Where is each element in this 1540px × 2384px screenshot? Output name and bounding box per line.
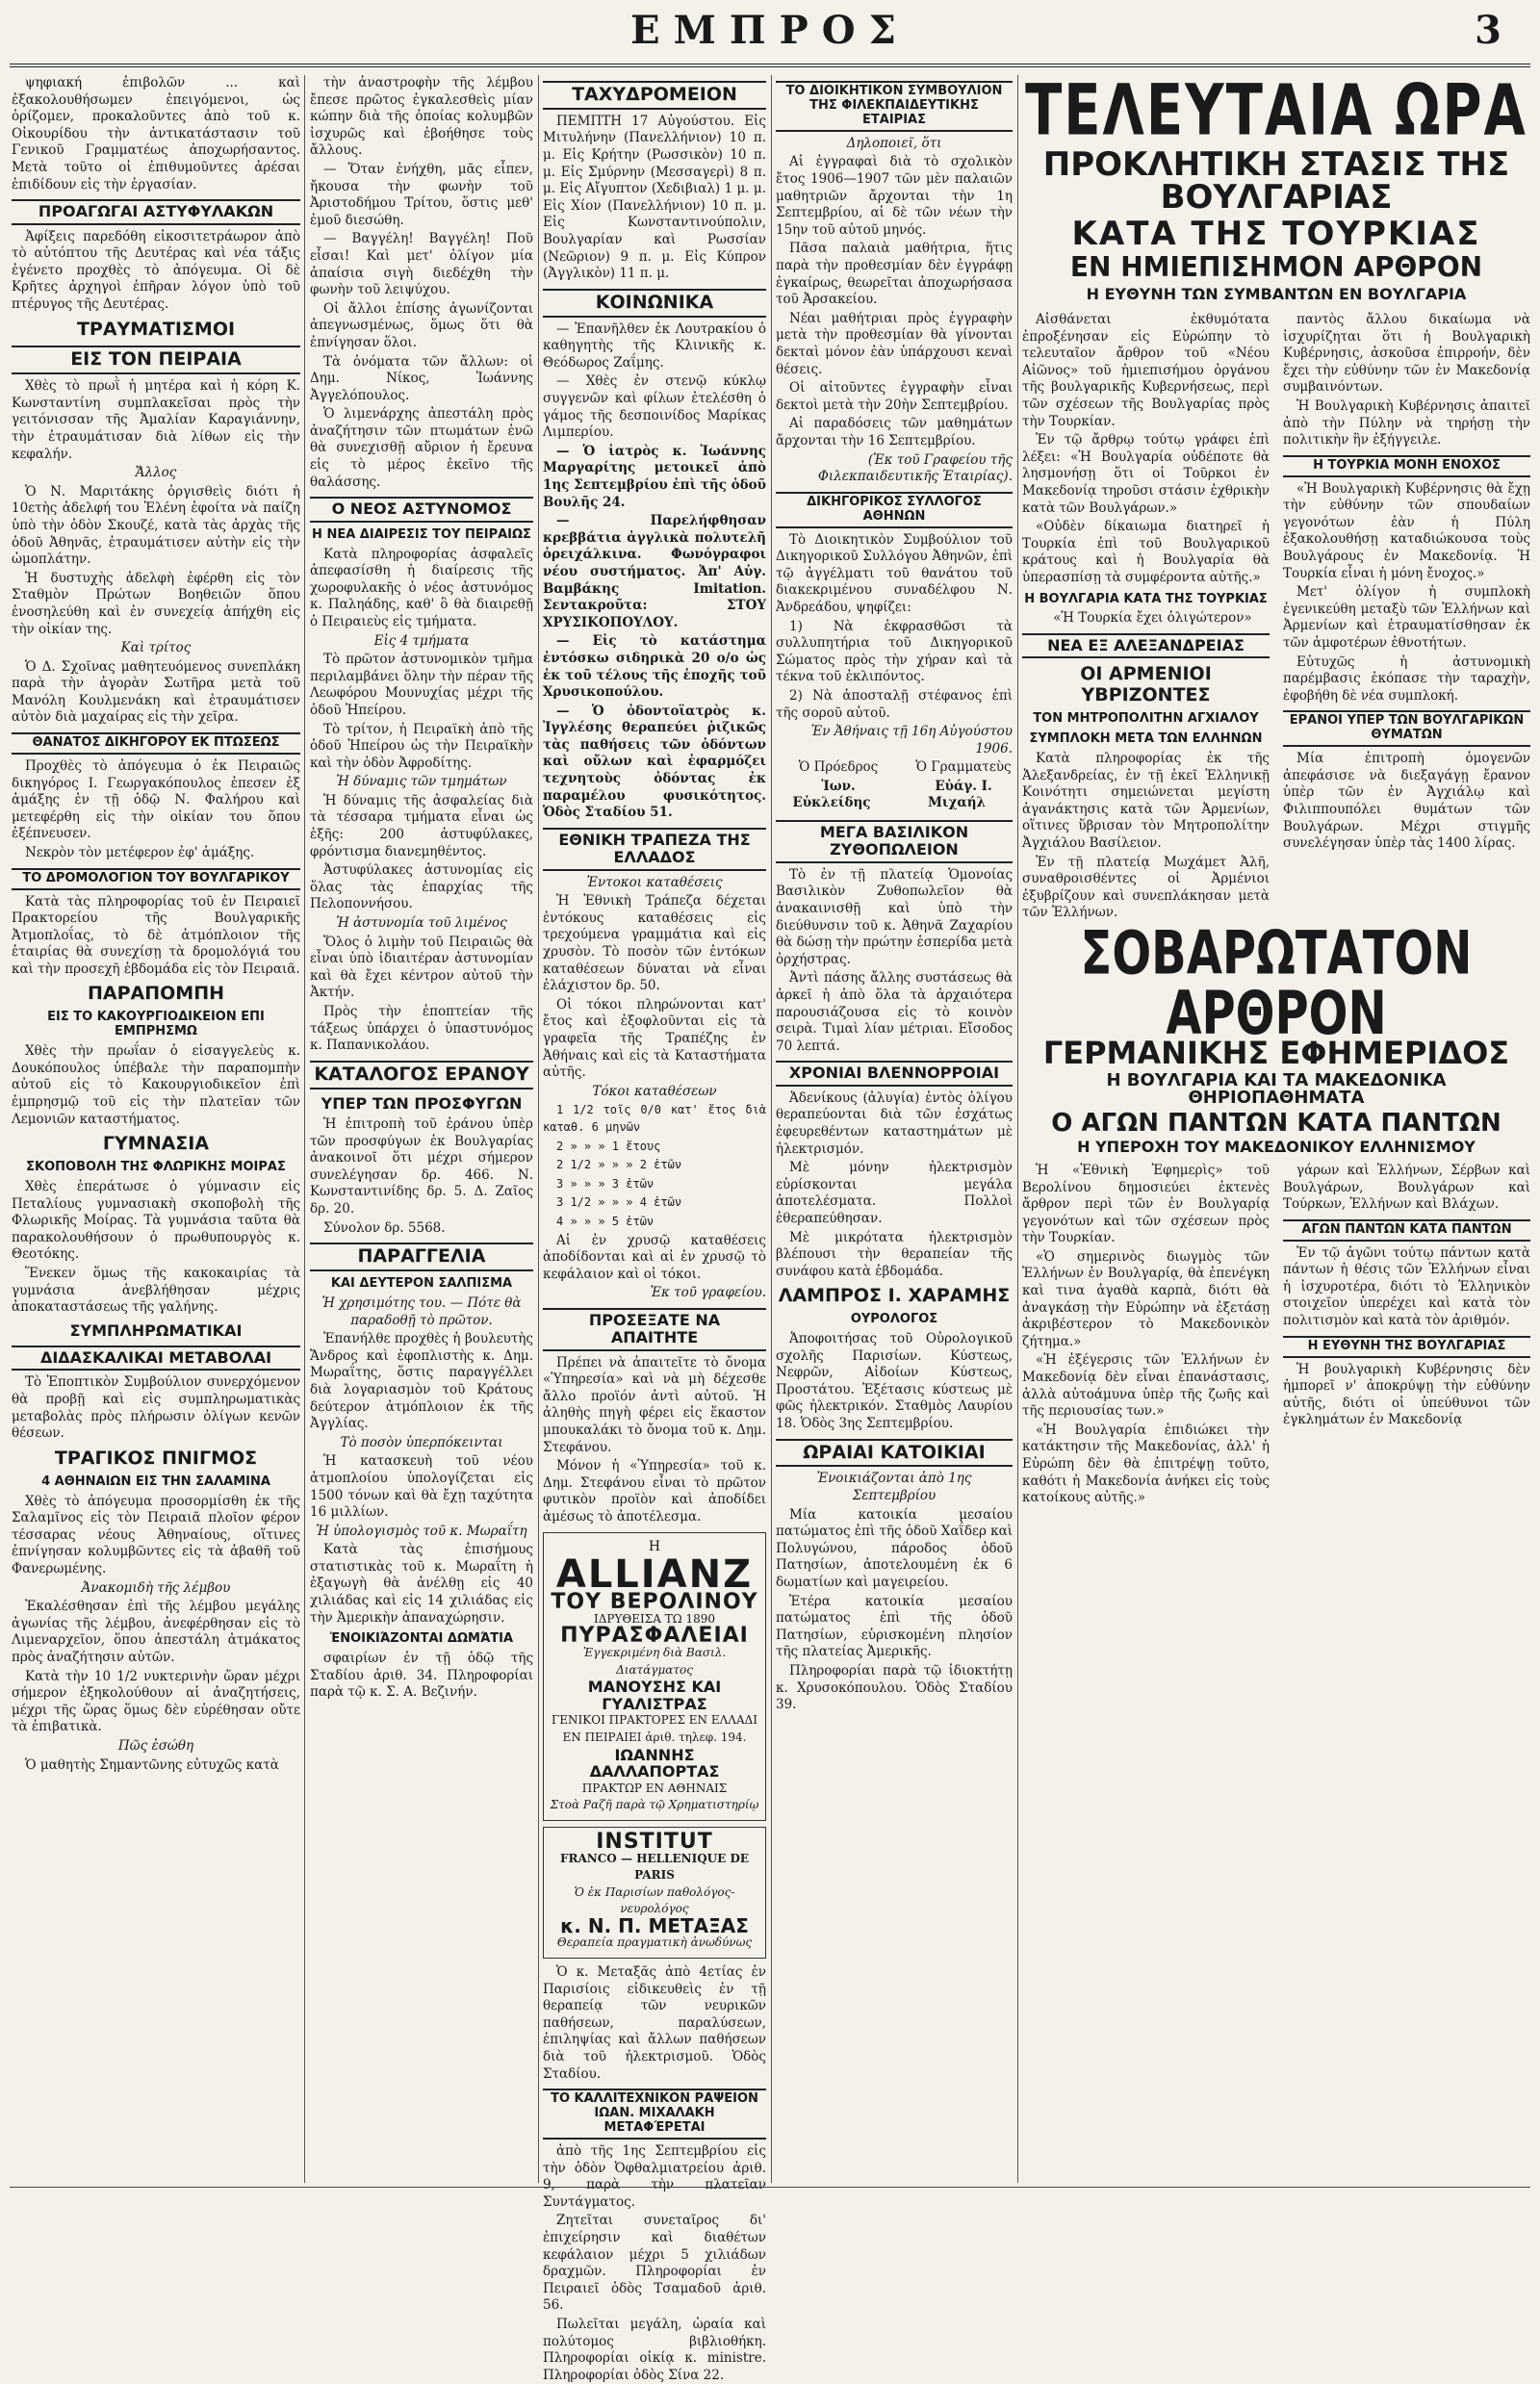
headline-german-paper: ΓΕΡΜΑΝΙΚΗΣ ΕΦΗΜΕΡΙΔΟΣ [1042,1034,1510,1071]
headline-gym: ΓΥΜΝΑΣΙΑ [102,1133,210,1155]
article-paragraph: Τὸ Ἐποπτικὸν Συμβούλιον συνερχόμενον θὰ προβῇ καὶ εἰς συμπληρωματικὰς μεταβολὰς πρὸς πλήρωσιν ὀλίγων κενῶν θέσεων. [12,1374,300,1442]
rate-row: 2 » » » 1 ἔτους [556,1139,661,1153]
headline-doctor-sub: ΟΥΡΟΛΟΓΟΣ [850,1312,938,1327]
article-paragraph: ΠΕΜΠΤΗ 17 Αὐγούστου. Εἰς Μιτυλήνην (Πανελλήνιον) 10 π. μ. Εἰς Κρήτην (Ρωσσικὸν) 10 π. μ. Εἰς Σμύρνην (Μεσσαγερὶ) 8 π. μ. Εἰς Αἴγυπτον (Χεδιβιαλ) 1 μ. μ. Εἰς Χίον (Πανελλήνιον) 10 π. μ. Εἰς Κωνσταντινούπολιν, Βουλγαρίαν καὶ Ρωσσίαν (Νεῶριον) 9 π. μ. Εἰς Κύπρον (Ἀγγλικὸν) 11 π. μ. [543,113,766,282]
headline-struggle-2: ΑΓΩΝ ΠΑΝΤΩΝ ΚΑΤΑ ΠΑΝΤΩΝ [1283,1219,1530,1242]
page-header [0,0,1540,67]
article-paragraph: Ἡ Ἐθνικὴ Τράπεζα δέχεται ἐντόκους καταθέσεις εἰς τρεχούμενα γραμμάτια καὶ εἰς χρυσὸν. Τὸ ποσὸν τῶν ἐντόκων καταθέσεων δύναται νὰ εἶναι ἐλάχιστον δρ. 50. [543,893,766,994]
headline-armenians: ΟΙ ΑΡΜΕΝΙΟΙ ΥΒΡΙΖΟΝΤΕΣ [1080,663,1212,706]
ad-line: ΜΑΝΟΥΣΗΣ ΚΑΙ ΓΥΑΛΙΣΤΡΑΣ [587,1678,722,1713]
article-paragraph: Ἡ δυστυχὴς ἀδελφὴ ἐφέρθη εἰς τὸν Σταθμὸν Πρώτων Βοηθειῶν ὅπου ἐνοσηλεύθη καὶ ἐν συνεχείᾳ ἀπήχθη εἰς τὴν οἰκίαν της. [12,570,300,637]
article-paragraph: «Ἡ ἐξέγερσις τῶν Ἑλλήνων ἐν Μακεδονίᾳ δὲν εἶναι ἐπανάστασις, ἀλλὰ αὐτοάμυνα ὑπὲρ τῆς ζωῆς καὶ τῆς περιουσίας των.» [1022,1352,1270,1420]
article-paragraph: Τὸ πρῶτον ἀστυνομικὸν τμῆμα περιλαμβάνει ὅλην τὴν πέραν τῆς Λεωφόρου Μουνυχίας μέχρι τῆς ὁδοῦ Ἠπείρου. [310,652,533,718]
article-paragraph: Ἐν τῷ ἀγῶνι τούτῳ πάντων κατὰ πάντων ἡ θέσις τῶν Ἑλλήνων εἶναι ἡ ἰσχυροτέρα, διότι τὸ Ἑλληνικὸν στοιχεῖον ὑπερέχει καὶ κατὰ τὸν πολιτισμὸν καὶ κατὰ τὸν ἀριθμόν. [1283,1244,1530,1329]
ad-brand: ALLIANZ [555,1552,754,1598]
article-paragraph: ψηφιακή ἐπιβολῶν ... καὶ ἐξακολουθήσωμεν ἐπειγόμενοι, ὡς ὁρίζομεν, προκαλοῦντες ἀπὸ τοῦ κ. Οἰκουρίδου τὴν ἀντικατάστασιν τοῦ Γενικοῦ Γραμματέως ἀποχωρήσαντος. Μετὰ τοῦτο οἱ ἐπιθυμοῦντες ἀρέσαι ἐπιδίδουν εἰς τὴν ἐργασίαν. [12,75,300,192]
headline-against-turkey: ΚΑΤΑ ΤΗΣ ΤΟΥΡΚΙΑΣ [1071,215,1481,253]
article-paragraph: Νεκρὸν τὸν μετέφερον ἐφ' ἁμάξης. [25,844,255,860]
column-divider [1017,75,1018,2183]
subheading: Ἐντοκοι καταθέσεις [586,874,723,890]
ad-line: Ἐγγεκριμένη διὰ Βασιλ. Διατάγματος [582,1645,727,1677]
headline-tragic-sub: 4 ΑΘΗΝΑΙΩΝ ΕΙΣ ΤΗΝ ΣΑΛΑΜΙΝΑ [41,1474,270,1489]
subheading: Καὶ τρίτος [120,640,192,656]
article-paragraph: Ἑτέρα κατοικία μεσαίου πατώματος ἐπὶ τῆς ὁδοῦ Πατησίων, εὑρισκομένη πλησίον τῆς πλατείας Ἀμερικῆς. [776,1593,1013,1660]
article-paragraph: Μὲ μόνην ἠλεκτρισμὸν εὑρίσκονται μεγάλα ἀποτελέσματα. Πολλοὶ ἐθεραπεύθησαν. [776,1160,1013,1226]
headline-semi-official: ΕΝ ΗΜΙΕΠΙΣΗΜΟΝ ΑΡΘΡΟΝ [1069,251,1483,283]
headline-tragic: ΤΡΑΓΙΚΟΣ ΠΝΙΓΜΟΣ [54,1447,258,1469]
headline-semi-official-sub: Η ΕΥΘΥΝΗ ΤΩΝ ΣΥΜΒΑΝΤΩΝ ΕΝ ΒΟΥΛΓΑΡΙΑ [1086,285,1467,303]
article-paragraph: — Ὅταν ἐνήχθη, μᾶς εἶπεν, ἤκουσα τὴν φωνὴν τοῦ Ἀριστοδήμου Τρίτου, ὅστις μεθ' ἐμοῦ διεσώθη. [310,161,533,228]
article-paragraph: Αἱ ἐν χρυσῷ καταθέσεις ἀποδίδονται καὶ αἱ ἐν χρυσῷ τὸ κεφάλαιον καὶ οἱ τόκοι. [543,1232,766,1282]
page-number: 3 [1475,8,1502,53]
headline-struggle: Ο ΑΓΩΝ ΠΑΝΤΩΝ ΚΑΤΑ ΠΑΝΤΩΝ [1051,1108,1502,1138]
column-5 [1022,70,1530,2183]
headline-teachers: ΣΥΜΠΛΗΡΩΜΑΤΙΚΑΙ [69,1320,243,1340]
article-paragraph: 1) Νὰ ἐκφρασθῶσι τὰ συλλυπητήρια τοῦ Δικηγορικοῦ Σώματος πρὸς τὴν χήραν καὶ τὰ τέκνα τοῦ ἐκλιπόντος. [776,618,1013,685]
article-paragraph: Ἐν τῇ πλατείᾳ Μωχάμετ Ἀλῆ, συναθροισθέντες οἱ Ἀρμένιοι ἐξυβρίζουν καὶ συνεπλάκησαν μετὰ τῶν Ἑλλήνων. [1022,854,1270,921]
subheading: Δηλοποιεῖ, ὅτι [846,135,942,151]
article-paragraph: Ἐν τῷ ἄρθρῳ τούτῳ γράφει ἐπὶ λέξει: «Ἡ Βουλγαρία οὐδέποτε θὰ λησμονήσῃ ὅτι οἱ Τοῦρκοι ἐν Μακεδονίᾳ τηροῦσι στάσιν ἐχθρικὴν κατὰ τῶν Βουλγάρων.» [1022,432,1270,516]
article-paragraph: Πληροφορίαι παρὰ τῷ ἰδιοκτήτῃ κ. Χρυσοκόπουλου. Ὁδὸς Σταδίου 39. [776,1663,1013,1713]
article-paragraph: Πρὸς τὴν ἐποπτείαν τῆς τάξεως ὑπάρχει ὁ ὑπαστυνόμος κ. Παπανικολάου. [310,1004,533,1054]
headline-apartments: ΩΡΑΙΑΙ ΚΑΤΟΙΚΙΑΙ [776,1439,1013,1468]
column-2 [310,75,533,2183]
article-paragraph: Τὰ ὀνόματα τῶν ἄλλων: οἱ Δημ. Νίκος, Ἰωάννης Ἀγγελόπουλος. [310,353,533,403]
article-paragraph: Νέαι μαθήτριαι πρὸς ἐγγραφὴν μετὰ τὴν προθεσμίαν θὰ γίνονται δεκταὶ μόνον ἐὰν ὑπάρχουσι κεναὶ θέσεις. [776,310,1013,377]
article-paragraph: Οἱ ἄλλοι ἐπίσης ἀγωνίζονται ἀπεγνωσμένως, ὅμως ὅτι θὰ ἐπνίγησαν ὅλοι. [310,300,533,350]
headline-complaint-sub: ΕΙΣ ΤΟ ΚΑΚΟΥΡΓΙΟΔΙΚΕΙΟΝ ΕΠΙ ΕΜΠΡΗΣΜΩ [47,1010,265,1039]
article-paragraph: Ἀδενίκους (ἀλυγία) ἐντὸς ὀλίγου θεραπεύονται διὰ τῶν ἐσχάτως ἐφευρεθέντων καταστημάτων μὲ ἠλεκτρισμόν. [776,1089,1013,1157]
article-paragraph: Ἀφίξεις παρεδόθη εἰκοσιτετράωρον ἀπὸ τὸ αὐτόπτου τῆς Δευτέρας καὶ νέα τάξις ἐγένετο προχθὲς τὸ ἀπόγευμα. Οἱ δὲ Κρῆτες ἀρχηγοὶ ἐπῆραν λόγον ὑπὸ τοῦ πτέρυγος τῆς Δευτέρας. [12,228,300,312]
headline-bank: ΕΘΝΙΚΗ ΤΡΑΠΕΖΑ ΤΗΣ ΕΛΛΑΔΟΣ [543,828,766,871]
ad-line: Θεραπεία πραγματικὴ ἀνωδύνως [556,1935,753,1950]
headline-order-sub: ΚΑΙ ΔΕΥΤΕΡΟΝ ΣΑΛΠΙΣΜΑ [330,1276,513,1292]
article-paragraph: Ἐκαλέσθησαν ἐπὶ τῆς λέμβου μεγάλης ἀγωνίας τῆς λέμβου, ἀνεφέρθησαν εἰς τὸ Λιμεναρχεῖον, ὅπου ἀπεστάλη ἀτμάκατος πρὸς ἀναζήτησιν αὐτῶν. [12,1599,300,1665]
subheading: Ἡ δύναμις τῶν τμημάτων [336,774,507,790]
headline-complaint: ΠΑΡΑΠΟΜΠΗ [88,983,224,1005]
subheading: Εἰς 4 τμήματα [373,632,470,649]
rate-row: 1 1/2 τοῖς 0/0 κατ' ἔτος διὰ καταθ. 6 μηνῶν [543,1103,766,1134]
subheading: Ἄλλος [135,465,177,481]
column-divider [304,75,305,2183]
headline-armenians-2: ΤΟΝ ΜΗΤΡΟΠΟΛΙΤΗΝ ΑΓΧΙΑΛΟΥ [1033,711,1259,727]
headline-death: ΘΑΝΑΤΟΣ ΔΙΚΗΓΟΡΟΥ ΕΚ ΠΤΩΣΕΩΣ [12,732,300,755]
article-paragraph: Τὸ Διοικητικὸν Συμβούλιον τοῦ Δικηγορικοῦ Συλλόγου Ἀθηνῶν, ἐπὶ τῷ ἀγγέλματι τοῦ θανάτου τοῦ διακεκριμένου συναδέλφου Ν. Ἀνδρεάδου, ψηφίζει: [776,531,1013,615]
headline-lawyers: ΔΙΚΗΓΟΡΙΚΟΣ ΣΥΛΛΟΓΟΣ ΑΘΗΝΩΝ [776,492,1013,528]
article-paragraph: Κατὰ πληροφορίας ἀσφαλεῖς ἀπεφασίσθη ἡ διαίρεσις τῆς χωροφυλακῆς ὁ νέος ἀστυνόμος κ. Παληάδης, καθ' ὃ θὰ διαιρεθῇ ὁ Πειραιεὺς εἰς τμήματα. [310,546,533,629]
article-paragraph: παντὸς ἄλλου δικαίωμα νὰ ἰσχυρίζηται ὅτι ἡ Βουλγαρικὴ Κυβέρνησις, ἀσκοῦσα ἐπιρροήν, δὲν ἔχει τὴν εὐθύνην τῶν ἐν Μακεδονίᾳ συμβαινόντων. [1283,312,1530,396]
headline-duty: ΠΡΟΣΕΞΑΤΕ ΝΑ ΑΠΑΙΤΗΤΕ [543,1308,766,1351]
ad-line: ΠΥΡΑΣΦΑΛΕΙΑΙ [560,1624,749,1649]
subheading: Ἐνοικιάζονται ἀπὸ 1ης Σεπτεμβρίου [816,1471,972,1504]
article-paragraph: Τὸ ἐν τῇ πλατείᾳ Ὁμονοίας Βασιλικὸν Ζυθοπωλεῖον θὰ ἀνακαινισθῇ καὶ ὑπὸ τὴν διεύθυνσιν τοῦ κ. Ἀθηνᾶ Ζαχαρίου θὰ δώσῃ τὴν πρώτην ἑσπερίδα μετὰ ὀρχήστρας. [776,866,1013,967]
signature: Ἐκ τοῦ γραφείου. [650,1285,766,1301]
ad-line: FRANCO — HELLENIQUE DE PARIS [559,1851,749,1883]
headline-struggle-sub: Η ΥΠΕΡΟΧΗ ΤΟΥ ΜΑΚΕΔΟΝΙΚΟΥ ΕΛΛΗΝΙΣΜΟΥ [1077,1137,1476,1156]
signature: (Ἐκ τοῦ Γραφείου τῆς Φιλεκπαιδευτικῆς Ἑταιρίας). [817,451,1013,485]
article-paragraph: Πωλεῖται μεγάλη, ὡραία καὶ πολύτομος βιβλιοθήκη. Πληροφορίαι οἰκίᾳ κ. ministre. Πληροφορίαι ὁδὸς Σίνα 22. [543,2316,766,2383]
footer-rule [10,2187,1530,2188]
article-paragraph: Ἀντὶ πάσης ἄλλης συστάσεως θὰ ἀρκεῖ ἡ ἀπὸ ὅλα τὰ ἀρχαιότερα παρουσιάζουσα εἰς τὸ κοινὸν σειρὰ. Τιμαὶ λίαν μέτριαι. Εἴσοδος 70 λεπτά. [776,970,1013,1054]
ad-line: Στοὰ Ραζῆ παρὰ τῷ Χρηματιστηρίῳ [550,1798,759,1812]
signature-title: Ὁ Πρόεδρος [798,759,879,776]
article-paragraph: Εὐτυχῶς ἡ ἀστυνομικὴ παρέμβασις ἐκόπασε τὴν ταραχὴν, ἐφοβήθη δὲ νέα συμπλοκή. [1283,654,1530,704]
article-paragraph: — Χθὲς ἐν στενῷ κύκλῳ συγγενῶν καὶ φίλων ἐτελέσθη ὁ γάμος τῆς δεσποινίδος Μαρίκας Λιμπερίου. [543,373,766,441]
ad-line: Η [648,1538,661,1554]
article-paragraph: Κατὰ τὴν 10 1/2 νυκτερινὴν ὥραν μέχρι σήμερον ἐξηκολούθουν αἱ ἀναζητήσεις, μέχρι τῆς ὥρας ὅμως δὲν εὑρέθησαν οὔτε τὰ ἐπιβατικὰ. [12,1668,300,1735]
subheading: Ἀνακομιδὴ τῆς λέμβου [81,1579,231,1596]
column-4 [776,75,1013,2183]
headline-port: Ο ΝΕΟΣ ΑΣΤΥΝΟΜΟΣ [310,497,533,522]
ad-line: ΙΩΑΝΝΗΣ ΔΑΛΛΑΠΟΡΤΑΣ [589,1745,720,1782]
column-divider [538,75,539,2183]
article-paragraph: Μία ἐπιτροπὴ ὁμογενῶν ἀπεφάσισε νὰ διεξαγάγῃ ἔρανον ὑπὲρ τῶν ἐν Ἀγχιάλῳ καὶ Φιλιππουπόλει θυμάτων τῶν Βουλγάρων. Μέχρι στιγμῆς συνελέγησαν ὑπὲρ τὰς 1400 λίρας. [1283,751,1530,852]
article-paragraph: Ἡ «Ἐθνικὴ Ἐφημερὶς» τοῦ Βερολίνου δημοσιεύει ἐκτενὲς ἄρθρον περὶ τῶν ἐν Βουλγαρίᾳ γεγονότων καὶ τῶν σχέσεων πρὸς τὴν Τουρκίαν. [1022,1162,1270,1246]
article-paragraph: Αἱ ἐγγραφαὶ διὰ τὸ σχολικὸν ἔτος 1906—1907 τῶν μὲν παλαιῶν μαθητριῶν ἄρχονται τὴν 1η Σεπτεμβρίου, αἱ δὲ τῶν νέων τὴν 15ην τοῦ αὐτοῦ μηνός. [776,154,1013,238]
article-paragraph: — Ἐπανῆλθεν ἐκ Λουτρακίου ὁ καθηγητὴς τῆς Κλινικῆς κ. Θεόδωρος Ζαΐμης. [543,320,766,371]
rate-row: 3 » » » 3 ἐτῶν [556,1176,654,1191]
article-paragraph: Ζητεῖται συνεταῖρος δι' ἐπιχείρησιν καὶ διαθέτων κεφάλαιον μέχρι 5 χιλιάδων δραχμῶν. Πληροφορίαι ἐν Πειραιεῖ ὁδὸς Τσαμαδοῦ ἀριθ. 56. [543,2213,766,2314]
article-paragraph: Πᾶσα παλαιὰ μαθήτρια, ἥτις παρὰ τὴν προθεσμίαν δὲν ἐγγράφῃ ἐγκαίρως, θεωρεῖται ἀποχωρήσασα τοῦ Ἀρσακείου. [776,241,1013,308]
headline-blennorrhea: ΧΡΟΝΙΑΙ ΒΛΕΝΝΟΡΡΟΙΑΙ [776,1061,1013,1086]
ad-line: ΙΔΡΥΘΕΙΣΑ ΤΩ 1890 [593,1611,715,1626]
newspaper-masthead: ΕΜΠΡΟΣ [630,8,910,53]
article-paragraph: Χθὲς τὸ πρωῒ ἡ μητέρα καὶ ἡ κόρη Κ. Κωνσταντίνη συμπλακεῖσαι πρὸς τὴν γειτόνισσαν τῆς Ἀμαλίαν Καραγιάννην, τὴν ἐτραυμάτισαν διὰ λίθων εἰς τὴν κεφαλήν. [12,378,300,462]
two-column-article [1022,312,1530,924]
signature-title: Ὁ Γραμματεὺς [915,759,1012,776]
ad-line: Ὁ ἐκ Παρισίων παθολόγος-νευρολόγος [574,1884,735,1916]
subheading: Τόκοι καταθέσεων [592,1083,717,1099]
headline-protocol: ΤΟ ΔΡΟΜΟΛΟΓΙΟΝ ΤΟΥ ΒΟΥΛΓΑΡΙΚΟΥ [12,868,300,890]
subheading: Πῶς ἐσώθη [117,1737,194,1754]
article-paragraph: Σύνολον δρ. 5568. [323,1219,446,1236]
article-paragraph: Ἡ κατασκευὴ τοῦ νέου ἀτμοπλοίου ὑπολογίζεται εἰς 1500 τόνων καὶ θὰ ἔχῃ ταχύτητα 16 μιλλίων. [310,1453,533,1521]
headline-doctor: ΛΑΜΠΡΟΣ Ι. ΧΑΡΑΜΗΣ [778,1285,1011,1307]
headline-wounded-sub: ΕΙΣ ΤΟΝ ΠΕΙΡΑΙΑ [12,346,300,374]
article-paragraph: 2) Νὰ ἀποσταλῇ στέφανος ἐπὶ τῆς σοροῦ αὐτοῦ. [776,687,1013,721]
subheading: Τὸ ποσὸν ὑπερπόκεινται [340,1434,503,1450]
headline-teachers-sub: ΔΙΔΑΣΚΑΛΙΚΑΙ ΜΕΤΑΒΟΛΑΙ [12,1346,300,1371]
headline-billiards: ΜΕΓΑ ΒΑΣΙΛΙΚΟΝ ΖΥΘΟΠΩΛΕΙΟΝ [776,820,1013,863]
column-1 [12,75,300,2183]
headline-mail: ΤΑΧΥΔΡΟΜΕΙΟΝ [543,81,766,110]
headline-port-sub: Η ΝΕΑ ΔΙΑΙΡΕΣΙΣ ΤΟΥ ΠΕΙΡΑΙΩΣ [312,526,531,542]
quote-line: «Ἡ Τουρκία ἔχει ὀλιγώτερον» [1053,610,1252,627]
ad-line: ΓΕΝΙΚΟΙ ΠΡΑΚΤΟΡΕΣ ΕΝ ΕΛΛΑΔΙ [551,1713,758,1728]
article-paragraph: τὴν ἀναστροφὴν τῆς λέμβου ἔπεσε πρῶτος ἐγκαλεσθεὶς μίαν κώπην διὰ τῆς ὁποίας κολυμβῶν ἰσχυρῶς καὶ ἐβοήθησε τοὺς ἄλλους. [310,75,533,159]
subheading: Ἡ χρησιμότης του. — Πότε θὰ παραδοθῇ τὸ πρῶτον. [321,1295,522,1328]
article-paragraph: σφαιρίων ἐν τῇ ὁδῷ τῆς Σταδίου ἀριθ. 34. Πληροφορίαι παρὰ τῷ κ. Σ. Α. Βεζινήν. [310,1651,533,1701]
headline-responsibility: Η ΕΥΘΥΝΗ ΤΗΣ ΒΟΥΛΓΑΡΙΑΣ [1283,1336,1530,1358]
headline-last-hour: ΤΕΛΕΥΤΑΙΑ ΩΡΑ [1025,70,1527,152]
headline-wounded: ΤΡΑΥΜΑΤΙΣΜΟΙ [76,318,236,340]
article-paragraph: Ἡ ἐπιτροπὴ τοῦ ἐράνου ὑπὲρ τῶν προσφύγων ἐκ Βουλγαρίας ἀνακοινοῖ ὅτι μέχρι σήμερον συνελέγησαν δρ. 466. Ν. Κωνσταντινίδης δρ. 5. Δ. Ζαῖος δρ. 20. [310,1116,533,1217]
signatures-row [776,759,1013,814]
headline-turkey-guilty: Η ΤΟΥΡΚΙΑ ΜΟΝΗ ΕΝΟΧΟΣ [1283,455,1530,477]
article-paragraph: Χθὲς ἐπεράτωσε ὁ γύμνασιν εἰς Πεταλίους γυμνασιακὴ σκοποβολὴ τῆς Φλωρικῆς Μοίρας. Τὰ γυμνάσια ταῦτα θὰ παρακολουθήσουν ὁ πρωθυπουργὸς κ. Θεοτόκης. [12,1178,300,1263]
ad-line: ΕΝ ΠΕΙΡΑΙΕΙ ἀριθ. τηλεφ. 194. [562,1730,747,1744]
headline-german-sub: Η ΒΟΥΛΓΑΡΙΑ ΚΑΙ ΤΑ ΜΑΚΕΔΟΝΙΚΑ ΘΗΡΙΟΠΑΘΗΜΑΤΑ [1106,1069,1447,1108]
article-paragraph: «Ἡ Βουλγαρικὴ Κυβέρνησις θὰ ἔχῃ τὴν εὐθύνην τῶν σπουδαίων γεγονότων ἐὰν ἡ Πύλη ἐξακολουθήσῃ καταδιώκουσα τοὺς Βουλγάρους ἐν Μακεδονίᾳ. Ἡ Τουρκία εἶναι ἡ μόνη ἔνοχος.» [1283,480,1530,581]
rate-row: 4 » » » 5 ἐτῶν [556,1214,654,1228]
classified-heading: ἘΝΟΙΚΙΆΖΟΝΤΑΙ ΔΩΜΆΤΙΑ [329,1631,514,1647]
article-paragraph: Κατὰ πληροφορίας ἐκ τῆς Ἀλεξανδρείας, ἐν τῇ ἐκεῖ Ἑλληνικῇ Κοινότητι σημειώνεται μεγίστη ἀγανάκτησις κατὰ τῶν Ἀρμενίων, οἵτινες ὕβρισαν τὸν Μητροπολίτην Ἀγχιάλου Βασίλειον. [1022,750,1270,851]
article-paragraph: Κατὰ τὰς πληροφορίας τοῦ ἐν Πειραιεῖ Πρακτορείου τῆς Βουλγαρικῆς Ἀτμοπλοΐας, τὸ δὲ ἀτμόπλοιον τῆς ἑταιρίας θὰ συνεχίσῃ τὰ δρομολόγιά του καὶ τὴν προσεχῆ ἑβδομάδα εἰς τὸν Πειραιᾶ. [12,893,300,977]
subheading: Ἡ ὑπολογισμὸς τοῦ κ. Μωραΐτη [316,1523,527,1539]
article-paragraph: «Οὐδὲν δίκαιωμα διατηρεῖ ἡ Τουρκία ἐπὶ τοῦ Βουλγαρικοῦ κράτους καὶ ἡ Βουλγαρία θὰ ὑπερασπίσῃ τὰ συμφέροντα αὐτῆς.» [1022,519,1270,585]
ad-line: ΠΡΑΚΤΩΡ ΕΝ ΑΘΗΝΑΙΣ [581,1781,728,1795]
article-paragraph: Αἰσθάνεται ἐκθυμότατα ἐπροξένησαν εἰς Εὐρώπην τὸ τελευταῖον ἄρθρον τοῦ «Νέου Αἰῶνος» τοῦ ἡμιεπισήμου ὀργάνου τῆς βουλγαρικῆς Κυβερνήσεως, περὶ τῶν σχέσεων τῆς Βουλγαρίας πρὸς τὴν Τουρκίαν. [1022,312,1270,429]
headline-social: ΚΟΙΝΩΝΙΚΑ [543,289,766,318]
headline-blame: Η ΒΟΥΛΓΑΡΙΑ ΚΑΤΑ ΤΗΣ ΤΟΥΡΚΙΑΣ [1024,591,1268,606]
header-rule [10,64,1530,67]
headline-serious-article: ΣΟΒΑΡΩΤΑΤΟΝ ΑΡΘΡΟΝ [1080,918,1473,1049]
article-paragraph: — Ὁ ἰατρὸς κ. Ἰωάννης Μαργαρίτης μετοικεῖ ἀπὸ 1ης Σεπτεμβρίου ἐπὶ τῆς ὁδοῦ Βουλῆς 24. [543,443,766,510]
headline-alexandria: ΝΕΑ ΕΞ ΑΛΕΞΑΝΔΡΕΙΑΣ [1022,633,1270,658]
headline-promotions: ΠΡΟΑΓΩΓΑΙ ΑΣΤΥΦΥΛΑΚΩΝ [12,199,300,224]
article-paragraph: Τὸ τρίτον, ἡ Πειραϊκὴ ἀπὸ τῆς ὁδοῦ Ἠπείρου ὡς τὴν Πειραϊκὴν καὶ τὴν ὁδὸν Ἀφροδίτης. [310,721,533,771]
article-paragraph: Οἱ αἰτοῦντες ἐγγραφὴν εἶναι δεκτοὶ μετὰ τὴν 20ὴν Σεπτεμβρίου. [776,380,1013,413]
article-paragraph: Χθὲς τὴν πρωΐαν ὁ εἰσαγγελεὺς κ. Δουκόπουλος ὑπέβαλε τὴν παραπομπὴν αὐτοῦ εἰς τὸ Κακουργιοδικεῖον ἐπὶ ἐμπρησμῷ τοῦ εἰς τὴν πλατεῖαν τῶν Λεμονιῶν καταστήματος. [12,1043,300,1127]
article-paragraph: Ἡ βουλγαρικὴ Κυβέρνησις δὲν ἠμπορεῖ ν' ἀποκρύψῃ τὴν εὐθύνην αὐτῆς, διότι οἱ ὑπεύθυνοι τῶν ἐγκλημάτων ἐν Μακεδονίᾳ [1283,1361,1530,1428]
subheading: Ἡ ἀστυνομία τοῦ λιμένος [336,915,507,932]
article-paragraph: Ὁ λιμενάρχης ἀπεστάλη πρὸς ἀναζήτησιν τῶν πτωμάτων ἐνῶ θὰ συνεχισθῇ αὔριον ἡ ἔρευνα εἰς τὸ μέρος ἐκεῖνο τῆς θαλάσσης. [310,406,533,490]
headline-donations-sub: ΥΠΕΡ ΤΩΝ ΠΡΟΣΦΥΓΩΝ [321,1093,523,1113]
article-paragraph: Ἀστυφύλακες ἀστυνομίας εἰς ὅλας τὰς ἐπαρχίας τῆς Πελοποννήσου. [310,862,533,912]
headline-gym-sub: ΣΚΟΠΟΒΟΛΗ ΤΗΣ ΦΛΩΡΙΚΗΣ ΜΟΙΡΑΣ [26,1160,286,1175]
article-paragraph: Οἱ τόκοι πληρώνονται κατ' ἔτος καὶ ἐξοφλοῦνται εἰς τὰ γραφεῖα τῆς Τραπέζης ἐν Ἀθήναις καὶ εἰς τὰ Καταστήματα αὐτῆς. [543,996,766,1081]
allianz-ad [543,1532,766,1821]
article-paragraph: Ὁ κ. Μεταξᾶς ἀπὸ 4ετίας ἐν Παρισίοις εἰδικευθεὶς ἐν τῇ θεραπείᾳ τῶν νευρικῶν παθήσεων, παραλύσεων, ἐπιληψίας καὶ ἄλλων παθήσεων διὰ τοῦ ἠλεκτρισμοῦ. Ὁδὸς Σταδίου. [543,1964,766,2082]
ad-brand: INSTITUT [596,1829,713,1854]
article-paragraph: Ὅλος ὁ λιμὴν τοῦ Πειραιῶς θὰ εἶναι ὑπὸ ἰδιαιτέραν ἀστυνομίαν καὶ θὰ ἔχει κέντρον αὐτοῦ τὴν Ἀκτήν. [310,934,533,1001]
signature-name: Ἰων. Εὐκλείδης [792,778,871,811]
headline-fundraising: ΕΡΑΝΟΙ ΥΠΕΡ ΤΩΝ ΒΟΥΛΓΑΡΙΚΩΝ ΘΥΜΑΤΩΝ [1283,710,1530,747]
headline-kalli: ΤΟ ΚΑΛΛΙΤΕΧΝΙΚΟΝ ΡΑΨΕΙΟΝ ΙΩΑΝ. ΜΙΧΑΛΑΚΗ ΜΕΤΑΦΈΡΕΤΑΙ [543,2089,766,2140]
headline-donations: ΚΑΤΑΛΟΓΟΣ ΕΡΑΝΟΥ [310,1061,533,1089]
rate-row: 2 1/2 » » » 2 ἐτῶν [556,1158,682,1172]
article-paragraph: — Παρελήφθησαν κρεββάτια ἀγγλικὰ πολυτελῆ ὀρειχάλκινα. Φωνόγραφοι νέου συστήματος. Ἀπ' Αὐγ. Βαμβάκης Imitation. Σεντακροῦτα: ΣΤΟΥ ΧΡΥΣΙΚΟΠΟΥΛΟΥ. [543,513,766,630]
signature-date: Ἐν Ἀθήναις τῇ 16η Αὐγούστου 1906. [810,724,1013,756]
article-paragraph: Χθὲς τὸ ἀπόγευμα προσορμίσθη ἐκ τῆς Σαλαμῖνος εἰς τὸν Πειραιᾶ πλοῖον φέρον τέσσαρας νέους Ἀθηναίους, οἵτινες ἐπνίγησαν κολυμβῶντες εἰς τὰ ἀβαθῆ τοῦ Φανερωμένης. [12,1493,300,1577]
column-divider [771,75,772,2183]
article-paragraph: ἀπὸ τῆς 1ης Σεπτεμβρίου εἰς τὴν ὁδὸν Ὀφθαλμιατρείου ἀριθ. 9, παρὰ τὴν πλατεῖαν Συντάγματος. [543,2143,766,2210]
ad-line: κ. Ν. Π. ΜΕΤΑΞΑΣ [560,1913,749,1937]
two-column-article [1022,1163,1530,1509]
article-paragraph: Αἱ παραδόσεις τῶν μαθημάτων ἄρχονται τὴν 16 Σεπτεμβρίου. [776,416,1013,449]
article-paragraph: — Ὁ ὀδοντοϊατρὸς κ. Ἰγγλέσης θεραπεύει ῥιζικῶς τὰς παθήσεις τῶν ὀδόντων καὶ οὔλων καὶ ἐφαρμόζει τεχνητοὺς ὀδόντας ἐκ παραμέλου φυσικότητος. Ὁδὸς Σταδίου 51. [543,703,766,821]
article-paragraph: — Εἰς τὸ κατάστημα ἐντόσκω σιδηρικὰ 20 ο/ο ὡς ἐκ τοῦ τέλους τῆς ἐποχῆς τοῦ Χρυσικοπούλου. [543,633,766,701]
article-paragraph: Ἀποφοιτήσας τοῦ Οὐρολογικοῦ σχολῆς Παρισίων. Κύστεως, Νεφρῶν, Αἰδοίων Κύστεως, Προστάτου. Ἐξέτασις κύστεως μὲ φῶς ἠλεκτρικόν. Σταθμὸς Λαυρίου 18. Ὁδὸς 3ης Σεπτεμβρίου. [776,1331,1013,1432]
signature-name: Εὐάγ. Ι. Μιχαήλ [927,778,992,811]
article-paragraph: Ἕνεκεν ὅμως τῆς κακοκαιρίας τὰ γυμνάσια ἀνεβλήθησαν μέχρις ἀποκαταστάσεως τῆς γαλήνης. [12,1265,300,1316]
article-paragraph: γάρων καὶ Ἑλλήνων, Σέρβων καὶ Βουλγάρων, Βουλγάρων καὶ Τούρκων, Ἑλλήνων καὶ Βλάχων. [1283,1162,1530,1213]
article-paragraph: — Βαγγέλη! Βαγγέλη! Ποῦ εἶσαι! Καὶ μετ' ὀλίγον μία ἀπαίσια σιγὴ διεδέχθη τὴν φωνὴν τοῦ λειψύχου. [310,231,533,298]
article-paragraph: Ὁ μαθητὴς Σημαντῶνης εὐτυχῶς κατὰ [25,1756,279,1773]
article-paragraph: Ὁ Ν. Μαριτάκης ὀργισθεὶς διότι ἡ 10ετὴς ἀδελφή του Ἑλένη ἐφοίτα νὰ παίζη ὑπὸ τὴν ὁδὸν Σκουζέ, κατὰ τὰς ἀρχὰς τῆς ὁδοῦ Ἀθηνᾶς, ἐτραυμάτισεν αὐτὴν εἰς τὴν ὠμοπλάτην. [12,483,300,568]
article-paragraph: Προχθὲς τὸ ἀπόγευμα ὁ ἐκ Πειραιῶς δικηγόρος Ι. Γεωργακόπουλος ἐπεσεν ἐξ ἁμάξης ἐν τῇ ὁδῷ Ν. Φαλήρου καὶ μετεφέρθη εἰς τὴν οἰκίαν του ὅπου ἐξέπνευσεν. [12,758,300,842]
article-paragraph: Κατὰ τὰς ἐπισήμους στατιστικὰς τοῦ κ. Μωραΐτη ἡ ἐξαγωγὴ θὰ ἀνέλθῃ εἰς 40 χιλιάδας καὶ εἰς 14 χιλιάδας εἰς τὴν Ἀμερικὴν ἀπαναχώρησιν. [310,1542,533,1626]
article-paragraph: Μετ' ὀλίγον ἡ συμπλοκὴ ἐγενικεύθη μεταξὺ τῶν Ἑλλήνων καὶ Ἀρμενίων καὶ ἐτραυματίσθησαν ἐκ τῶν ἀμφοτέρων ἐθνοτήτων. [1283,584,1530,652]
article-paragraph: Ἡ δύναμις τῆς ἀσφαλείας διὰ τὰ τέσσαρα τμήματα εἶναι ὡς ἑξῆς: 200 ἀστυφύλακες, φρόντισμα διανεμηθέντος. [310,792,533,859]
headline-provocative: ΠΡΟΚΛΗΤΙΚΗ ΣΤΑΣΙΣ ΤΗΣ ΒΟΥΛΓΑΡΙΑΣ [1042,145,1510,217]
headline-order: ΠΑΡΑΓΓΕΛΙΑ [310,1243,533,1271]
article-paragraph: «Ἡ Βουλγαρία ἐπιδιώκει τὴν κατάκτησιν τῆς Μακεδονίας, ἀλλ' ἡ Εὐρώπη δὲν θὰ ἐπιτρέψῃ τοῦτο, καθότι ἡ Μακεδονία ἀνήκει εἰς τοὺς κατοίκους αὐτῆς.» [1022,1422,1270,1506]
ad-line: ΤΟΥ ΒΕΡΟΛΙΝΟΥ [551,1590,758,1615]
article-paragraph: «Ὁ σημερινὸς διωγμὸς τῶν Ἑλλήνων ἐν Βουλγαρίᾳ, θὰ ἐπενέγκη καὶ τινα ἀγαθὰ καρπὰ, διότι θὰ ἀναγκάσῃ τὴν Εὐρώπην νὰ ἐξετάσῃ ἀκριβέστερον τὸ Μακεδονικὸν ζήτημα.» [1022,1248,1270,1349]
headline-board: ΤΟ ΔΙΟΙΚΗΤΙΚΟΝ ΣΥΜΒΟΥΛΙΟΝ ΤΗΣ ΦΙΛΕΚΠΑΙΔΕΥΤΙΚΗΣ ΕΤΑΙΡΙΑΣ [776,81,1013,132]
rate-row: 3 1/2 » » » 4 ἐτῶν [556,1195,682,1210]
column-3 [543,75,766,2383]
article-paragraph: Μόνον ἡ «Ὑπηρεσία» τοῦ κ. Δημ. Στεφάνου εἶναι τὸ πρῶτον φυτικὸν προϊὸν καὶ ἀποδίδει ἀμέσως τὸ ἀποτέλεσμα. [543,1458,766,1525]
article-paragraph: Μία κατοικία μεσαίου πατώματος ἐπὶ τῆς ὁδοῦ Χαΐδερ καὶ Πολυγώνου, πάροδος ὁδοῦ Πατησίων, ἀποτελουμένη ἐκ 6 δωματίων καὶ μαγειρείου. [776,1506,1014,1591]
institut-ad [543,1827,766,1959]
article-paragraph: Πρέπει νὰ ἀπαιτεῖτε τὸ ὄνομα «Ὑπηρεσία» καὶ νὰ μὴ δέχεσθε ἄλλο προϊόν ἀντὶ αὐτοῦ. Ἡ ἀληθὴς πηγὴ φέρει εἰς ἕκαστον μπουκαλάκι τὸ ὄνομα τοῦ κ. Δημ. Στεφάνου. [543,1354,766,1455]
article-paragraph: Ἡ Βουλγαρικὴ Κυβέρνησις ἀπαιτεῖ ἀπὸ τὴν Πύλην νὰ τηρήσῃ τὴν πολιτικὴν ἣν ἐξήγγειλε. [1283,397,1530,449]
article-paragraph: Ἐπανήλθε προχθὲς ἡ βουλευτὴς Ἄνδρος καὶ ἐφοπλιστὴς κ. Δημ. Μωραΐτης, ὅστις παραγγέλλει διὰ λογαριασμὸν τοῦ Κράτους δεύτερον ἀτμόπλοιον ἐκ τῆς Ἀγγλίας. [310,1331,533,1432]
headline-armenians-sub: ΣΥΜΠΛΟΚΗ ΜΕΤΑ ΤΩΝ ΕΛΛΗΝΩΝ [1029,731,1263,747]
article-paragraph: Ὁ Δ. Σχοῖνας μαθητευόμενος συνεπλάκη παρὰ τὴν ἀγορὰν Σωτῆρα μετὰ τοῦ Μανόλη Κουλμενάκη καὶ ἐτραυμάτισεν αὐτὸν διὰ μαχαίρας εἰς τὴν χεῖρα. [12,658,300,726]
article-paragraph: Μὲ μικρότατα ἠλεκτρισμὸν βλέπουσι τὴν θεραπείαν τῆς συνάφου κατὰ ἑβδομάδα. [776,1229,1013,1279]
